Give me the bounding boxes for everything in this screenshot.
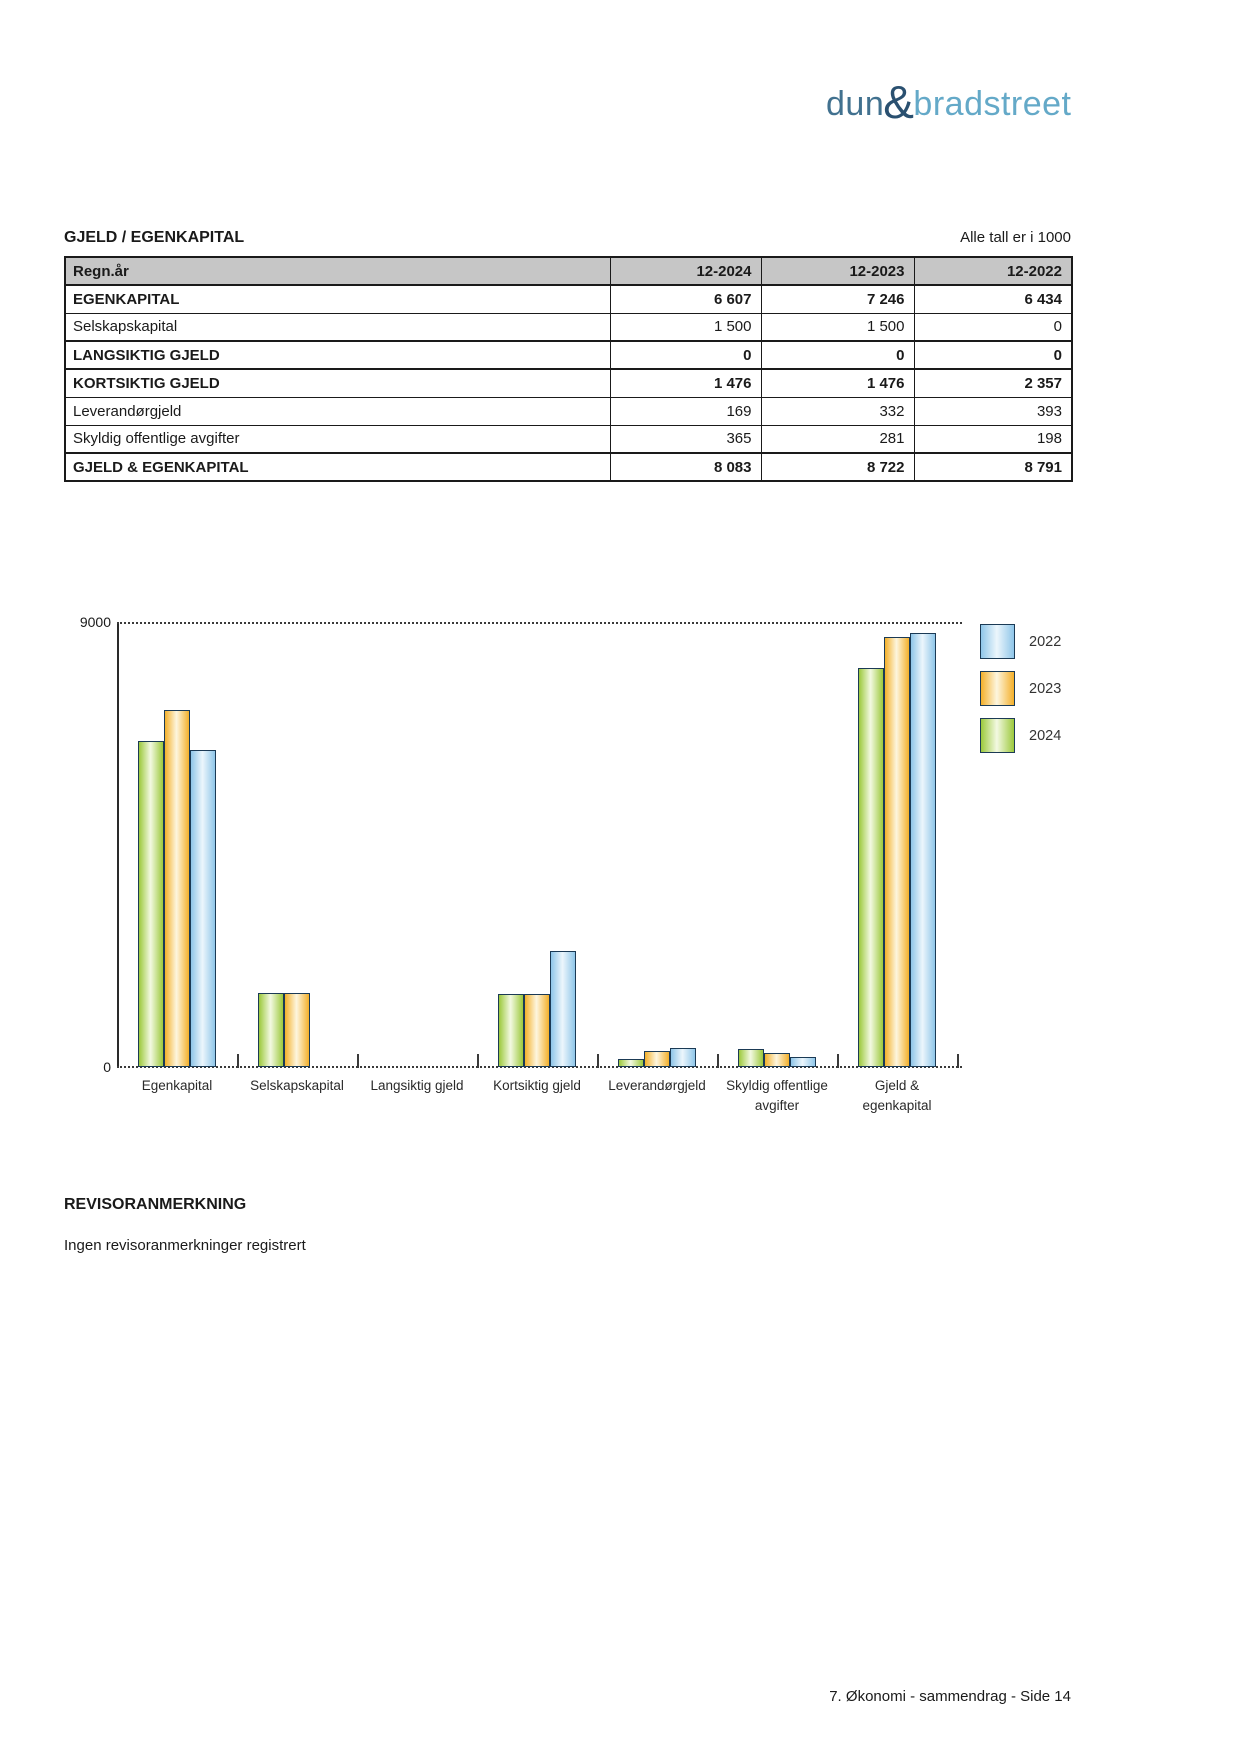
bar-2024-leverand-rgjeld (618, 1059, 644, 1067)
bar-2024-egenkapital (138, 741, 164, 1067)
row-value: 1 476 (610, 369, 761, 397)
bar-2022-gjeld-egenkapital (910, 633, 936, 1067)
row-value: 169 (610, 397, 761, 425)
header-12-2022: 12-2022 (914, 257, 1072, 285)
row-value: 7 246 (761, 285, 914, 313)
category-label: Skyldig offentlige avgifter (726, 1078, 828, 1113)
auditor-remark-heading: REVISORANMERKNING (64, 1196, 247, 1213)
row-value: 1 476 (761, 369, 914, 397)
bar-2022-skyldig-offentlige-avgifter (790, 1057, 816, 1067)
bar-2023-skyldig-offentlige-avgifter (764, 1053, 790, 1067)
row-value: 0 (761, 341, 914, 369)
row-label: KORTSIKTIG GJELD (65, 369, 610, 397)
row-value: 0 (914, 313, 1072, 341)
bar-2024-skyldig-offentlige-avgifter (738, 1049, 764, 1067)
bar-2023-kortsiktig-gjeld (524, 994, 550, 1067)
row-value: 1 500 (610, 313, 761, 341)
y-tick-label-min: 0 (103, 1059, 111, 1075)
bar-2022-egenkapital (190, 750, 216, 1067)
bar-2023-leverand-rgjeld (644, 1051, 670, 1067)
row-value: 0 (610, 341, 761, 369)
bar-2024-gjeld-egenkapital (858, 668, 884, 1067)
row-label: GJELD & EGENKAPITAL (65, 453, 610, 481)
row-value: 8 791 (914, 453, 1072, 481)
bar-2023-gjeld-egenkapital (884, 637, 910, 1067)
legend-swatch-2024 (980, 718, 1015, 753)
page-footer: 7. Økonomi - sammendrag - Side 14 (829, 1688, 1071, 1705)
category-boundary-tick (597, 1054, 599, 1068)
header-regnar: Regn.år (65, 257, 610, 285)
category-label: Kortsiktig gjeld (493, 1078, 581, 1093)
legend-swatch-2022 (980, 624, 1015, 659)
y-tick-label-max: 9000 (79, 614, 111, 630)
bar-2023-egenkapital (164, 710, 190, 1067)
ampersand-icon: & (883, 76, 915, 128)
legend-label-2022: 2022 (1029, 634, 1062, 650)
row-label: EGENKAPITAL (65, 285, 610, 313)
auditor-remark-text: Ingen revisoranmerkninger registrert (64, 1237, 306, 1254)
row-value: 8 083 (610, 453, 761, 481)
legend-label-2023: 2023 (1029, 681, 1062, 697)
row-value: 1 500 (761, 313, 914, 341)
row-value: 198 (914, 425, 1072, 453)
category-boundary-tick (357, 1054, 359, 1068)
logo-text-bradstreet: bradstreet (913, 85, 1072, 123)
category-boundary-tick (237, 1054, 239, 1068)
category-boundary-tick (717, 1054, 719, 1068)
row-value: 0 (914, 341, 1072, 369)
row-value: 393 (914, 397, 1072, 425)
legend-swatch-2023 (980, 671, 1015, 706)
category-label: Gjeld & egenkapital (862, 1078, 932, 1113)
category-label: Egenkapital (141, 1078, 213, 1093)
bar-2022-kortsiktig-gjeld (550, 951, 576, 1067)
row-value: 365 (610, 425, 761, 453)
units-note: Alle tall er i 1000 (960, 229, 1071, 246)
row-label: LANGSIKTIG GJELD (65, 341, 610, 369)
row-value: 2 357 (914, 369, 1072, 397)
bar-2023-selskapskapital (284, 993, 310, 1067)
category-label: Leverandørgjeld (608, 1078, 706, 1093)
section-title: GJELD / EGENKAPITAL (64, 229, 245, 246)
row-value: 6 434 (914, 285, 1072, 313)
row-value: 6 607 (610, 285, 761, 313)
category-label: Selskapskapital (250, 1078, 344, 1093)
header-12-2024: 12-2024 (610, 257, 761, 285)
row-label: Selskapskapital (65, 313, 610, 341)
row-label: Leverandørgjeld (65, 397, 610, 425)
header-12-2023: 12-2023 (761, 257, 914, 285)
gridline-9000 (117, 622, 962, 624)
category-boundary-tick (477, 1054, 479, 1068)
row-value: 332 (761, 397, 914, 425)
logo-text-dun: dun (826, 85, 885, 123)
bar-2024-kortsiktig-gjeld (498, 994, 524, 1067)
category-boundary-tick (957, 1054, 959, 1068)
y-axis-line (117, 623, 119, 1067)
bar-2022-leverand-rgjeld (670, 1048, 696, 1067)
category-boundary-tick (837, 1054, 839, 1068)
row-label: Skyldig offentlige avgifter (65, 425, 610, 453)
category-label: Langsiktig gjeld (370, 1078, 464, 1093)
row-value: 8 722 (761, 453, 914, 481)
row-value: 281 (761, 425, 914, 453)
legend-label-2024: 2024 (1029, 728, 1062, 744)
bar-2024-selskapskapital (258, 993, 284, 1067)
